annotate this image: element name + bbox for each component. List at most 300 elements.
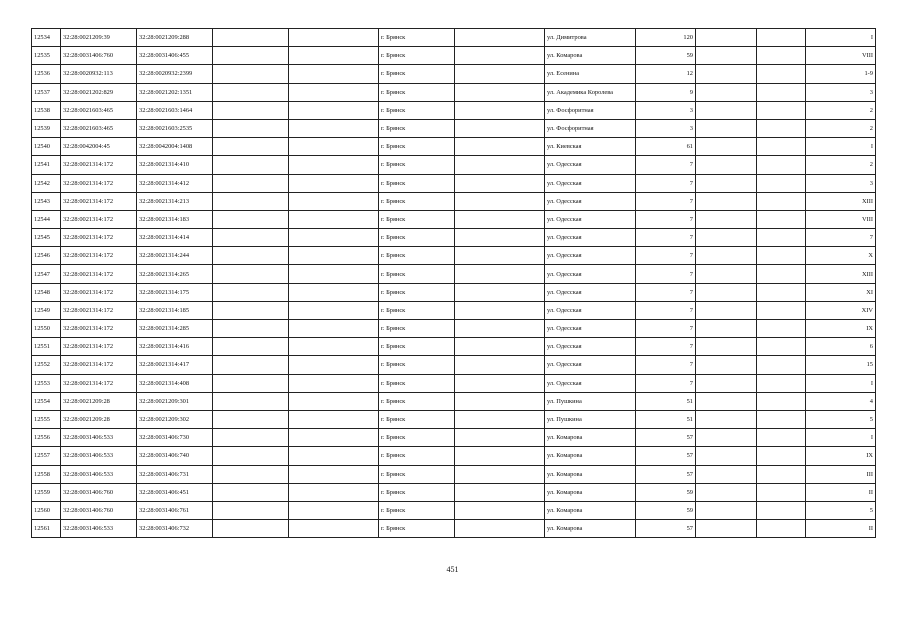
empty-cell bbox=[757, 501, 806, 519]
city-cell: г. Брянск bbox=[379, 174, 455, 192]
empty-cell bbox=[696, 410, 757, 428]
empty-cell bbox=[757, 283, 806, 301]
building-cadastral-number: 32:28:0021209:39 bbox=[61, 29, 137, 47]
empty-cell bbox=[757, 138, 806, 156]
empty-cell bbox=[455, 338, 545, 356]
street-cell: ул. Одесская bbox=[545, 192, 636, 210]
table-row bbox=[32, 356, 876, 374]
empty-cell bbox=[455, 83, 545, 101]
building-cadastral-number: 32:28:0021209:28 bbox=[61, 410, 137, 428]
building-cadastral-number: 32:28:0021314:172 bbox=[61, 210, 137, 228]
empty-cell bbox=[213, 520, 289, 538]
premises-cadastral-number: 32:28:0021314:244 bbox=[137, 247, 213, 265]
premises-cadastral-number: 32:28:0021314:408 bbox=[137, 374, 213, 392]
empty-cell bbox=[213, 119, 289, 137]
house-number-cell: 51 bbox=[636, 410, 696, 428]
city-cell: г. Брянск bbox=[379, 392, 455, 410]
empty-cell bbox=[757, 301, 806, 319]
empty-cell bbox=[757, 247, 806, 265]
premises-cadastral-number: 32:28:0021314:183 bbox=[137, 210, 213, 228]
street-cell: ул. Димитрова bbox=[545, 29, 636, 47]
city-cell: г. Брянск bbox=[379, 320, 455, 338]
empty-cell bbox=[757, 374, 806, 392]
street-cell: ул. Пушкина bbox=[545, 392, 636, 410]
row-number: 12559 bbox=[32, 483, 61, 501]
empty-cell bbox=[757, 338, 806, 356]
empty-cell bbox=[757, 119, 806, 137]
row-number: 12546 bbox=[32, 247, 61, 265]
empty-cell bbox=[696, 374, 757, 392]
table-row bbox=[32, 465, 876, 483]
empty-cell bbox=[213, 192, 289, 210]
street-cell: ул. Одесская bbox=[545, 265, 636, 283]
registry-table bbox=[31, 28, 876, 538]
building-cadastral-number: 32:28:0031406:760 bbox=[61, 483, 137, 501]
premises-number-cell: II bbox=[806, 483, 876, 501]
table-row bbox=[32, 138, 876, 156]
premises-cadastral-number: 32:28:0031406:730 bbox=[137, 429, 213, 447]
empty-cell bbox=[696, 320, 757, 338]
empty-cell bbox=[696, 119, 757, 137]
empty-cell bbox=[455, 447, 545, 465]
city-cell: г. Брянск bbox=[379, 301, 455, 319]
premises-cadastral-number: 32:28:0021209:288 bbox=[137, 29, 213, 47]
house-number-cell: 7 bbox=[636, 283, 696, 301]
house-number-cell: 57 bbox=[636, 447, 696, 465]
premises-cadastral-number: 32:28:0021314:175 bbox=[137, 283, 213, 301]
house-number-cell: 57 bbox=[636, 465, 696, 483]
city-cell: г. Брянск bbox=[379, 338, 455, 356]
building-cadastral-number: 32:28:0021314:172 bbox=[61, 192, 137, 210]
premises-number-cell: I bbox=[806, 29, 876, 47]
premises-number-cell: 5 bbox=[806, 410, 876, 428]
table-row bbox=[32, 174, 876, 192]
building-cadastral-number: 32:28:0021314:172 bbox=[61, 338, 137, 356]
table-row bbox=[32, 429, 876, 447]
empty-cell bbox=[213, 447, 289, 465]
city-cell: г. Брянск bbox=[379, 465, 455, 483]
table-body bbox=[32, 29, 876, 538]
empty-cell bbox=[289, 138, 379, 156]
empty-cell bbox=[757, 392, 806, 410]
empty-cell bbox=[213, 47, 289, 65]
empty-cell bbox=[213, 374, 289, 392]
empty-cell bbox=[213, 138, 289, 156]
empty-cell bbox=[289, 210, 379, 228]
empty-cell bbox=[696, 429, 757, 447]
street-cell: ул. Есенина bbox=[545, 65, 636, 83]
building-cadastral-number: 32:28:0021209:28 bbox=[61, 392, 137, 410]
city-cell: г. Брянск bbox=[379, 265, 455, 283]
empty-cell bbox=[213, 465, 289, 483]
empty-cell bbox=[696, 465, 757, 483]
row-number: 12553 bbox=[32, 374, 61, 392]
empty-cell bbox=[213, 429, 289, 447]
building-cadastral-number: 32:28:0021314:172 bbox=[61, 229, 137, 247]
house-number-cell: 7 bbox=[636, 247, 696, 265]
empty-cell bbox=[289, 501, 379, 519]
empty-cell bbox=[696, 247, 757, 265]
building-cadastral-number: 32:28:0021202:829 bbox=[61, 83, 137, 101]
city-cell: г. Брянск bbox=[379, 283, 455, 301]
street-cell: ул. Комарова bbox=[545, 47, 636, 65]
street-cell: ул. Киевская bbox=[545, 138, 636, 156]
empty-cell bbox=[289, 483, 379, 501]
street-cell: ул. Одесская bbox=[545, 247, 636, 265]
street-cell: ул. Комарова bbox=[545, 429, 636, 447]
building-cadastral-number: 32:28:0031406:533 bbox=[61, 447, 137, 465]
city-cell: г. Брянск bbox=[379, 356, 455, 374]
empty-cell bbox=[289, 283, 379, 301]
house-number-cell: 7 bbox=[636, 229, 696, 247]
empty-cell bbox=[757, 483, 806, 501]
row-number: 12558 bbox=[32, 465, 61, 483]
empty-cell bbox=[696, 356, 757, 374]
empty-cell bbox=[455, 29, 545, 47]
empty-cell bbox=[213, 265, 289, 283]
empty-cell bbox=[455, 65, 545, 83]
street-cell: ул. Одесская bbox=[545, 283, 636, 301]
empty-cell bbox=[213, 156, 289, 174]
empty-cell bbox=[757, 83, 806, 101]
empty-cell bbox=[455, 192, 545, 210]
premises-cadastral-number: 32:28:0031406:455 bbox=[137, 47, 213, 65]
premises-cadastral-number: 32:28:0031406:761 bbox=[137, 501, 213, 519]
street-cell: ул. Фосфоритная bbox=[545, 101, 636, 119]
table-row bbox=[32, 192, 876, 210]
empty-cell bbox=[289, 520, 379, 538]
street-cell: ул. Одесская bbox=[545, 229, 636, 247]
empty-cell bbox=[213, 320, 289, 338]
empty-cell bbox=[696, 338, 757, 356]
city-cell: г. Брянск bbox=[379, 520, 455, 538]
row-number: 12561 bbox=[32, 520, 61, 538]
empty-cell bbox=[455, 465, 545, 483]
row-number: 12551 bbox=[32, 338, 61, 356]
street-cell: ул. Одесская bbox=[545, 356, 636, 374]
premises-cadastral-number: 32:28:0021314:185 bbox=[137, 301, 213, 319]
city-cell: г. Брянск bbox=[379, 247, 455, 265]
empty-cell bbox=[455, 283, 545, 301]
empty-cell bbox=[757, 192, 806, 210]
premises-number-cell: I bbox=[806, 138, 876, 156]
empty-cell bbox=[289, 65, 379, 83]
house-number-cell: 9 bbox=[636, 83, 696, 101]
empty-cell bbox=[757, 29, 806, 47]
empty-cell bbox=[289, 429, 379, 447]
empty-cell bbox=[213, 83, 289, 101]
table-row bbox=[32, 501, 876, 519]
premises-cadastral-number: 32:28:0021209:302 bbox=[137, 410, 213, 428]
table-row bbox=[32, 65, 876, 83]
empty-cell bbox=[696, 283, 757, 301]
premises-cadastral-number: 32:28:0031406:732 bbox=[137, 520, 213, 538]
empty-cell bbox=[696, 65, 757, 83]
empty-cell bbox=[455, 47, 545, 65]
city-cell: г. Брянск bbox=[379, 101, 455, 119]
empty-cell bbox=[289, 301, 379, 319]
street-cell: ул. Одесская bbox=[545, 210, 636, 228]
premises-number-cell: 4 bbox=[806, 392, 876, 410]
empty-cell bbox=[289, 83, 379, 101]
empty-cell bbox=[696, 483, 757, 501]
empty-cell bbox=[213, 29, 289, 47]
building-cadastral-number: 32:28:0021314:172 bbox=[61, 247, 137, 265]
building-cadastral-number: 32:28:0021314:172 bbox=[61, 320, 137, 338]
house-number-cell: 59 bbox=[636, 47, 696, 65]
row-number: 12535 bbox=[32, 47, 61, 65]
page-number: 451 bbox=[446, 565, 459, 574]
premises-number-cell: 1-9 bbox=[806, 65, 876, 83]
empty-cell bbox=[455, 174, 545, 192]
empty-cell bbox=[757, 356, 806, 374]
house-number-cell: 51 bbox=[636, 392, 696, 410]
city-cell: г. Брянск bbox=[379, 65, 455, 83]
empty-cell bbox=[289, 247, 379, 265]
city-cell: г. Брянск bbox=[379, 138, 455, 156]
row-number: 12544 bbox=[32, 210, 61, 228]
premises-cadastral-number: 32:28:0021603:1464 bbox=[137, 101, 213, 119]
building-cadastral-number: 32:28:0021314:172 bbox=[61, 301, 137, 319]
house-number-cell: 7 bbox=[636, 320, 696, 338]
empty-cell bbox=[455, 392, 545, 410]
house-number-cell: 59 bbox=[636, 501, 696, 519]
house-number-cell: 3 bbox=[636, 101, 696, 119]
house-number-cell: 12 bbox=[636, 65, 696, 83]
table-row bbox=[32, 301, 876, 319]
city-cell: г. Брянск bbox=[379, 156, 455, 174]
city-cell: г. Брянск bbox=[379, 410, 455, 428]
street-cell: ул. Комарова bbox=[545, 501, 636, 519]
premises-number-cell: 3 bbox=[806, 83, 876, 101]
premises-number-cell: 6 bbox=[806, 338, 876, 356]
empty-cell bbox=[289, 29, 379, 47]
empty-cell bbox=[213, 392, 289, 410]
empty-cell bbox=[213, 356, 289, 374]
premises-cadastral-number: 32:28:0021314:410 bbox=[137, 156, 213, 174]
house-number-cell: 7 bbox=[636, 156, 696, 174]
house-number-cell: 3 bbox=[636, 119, 696, 137]
row-number: 12539 bbox=[32, 119, 61, 137]
building-cadastral-number: 32:28:0021603:465 bbox=[61, 119, 137, 137]
empty-cell bbox=[289, 320, 379, 338]
empty-cell bbox=[696, 447, 757, 465]
empty-cell bbox=[757, 265, 806, 283]
house-number-cell: 57 bbox=[636, 429, 696, 447]
table-row bbox=[32, 392, 876, 410]
building-cadastral-number: 32:28:0020932:113 bbox=[61, 65, 137, 83]
empty-cell bbox=[289, 447, 379, 465]
building-cadastral-number: 32:28:0031406:533 bbox=[61, 429, 137, 447]
empty-cell bbox=[213, 101, 289, 119]
empty-cell bbox=[289, 265, 379, 283]
empty-cell bbox=[455, 138, 545, 156]
empty-cell bbox=[289, 156, 379, 174]
premises-number-cell: I bbox=[806, 374, 876, 392]
premises-number-cell: III bbox=[806, 465, 876, 483]
city-cell: г. Брянск bbox=[379, 210, 455, 228]
empty-cell bbox=[757, 429, 806, 447]
premises-number-cell: XI bbox=[806, 283, 876, 301]
empty-cell bbox=[455, 520, 545, 538]
street-cell: ул. Одесская bbox=[545, 301, 636, 319]
row-number: 12540 bbox=[32, 138, 61, 156]
row-number: 12547 bbox=[32, 265, 61, 283]
empty-cell bbox=[455, 119, 545, 137]
empty-cell bbox=[455, 410, 545, 428]
premises-cadastral-number: 32:28:0021314:414 bbox=[137, 229, 213, 247]
empty-cell bbox=[455, 101, 545, 119]
premises-number-cell: IX bbox=[806, 447, 876, 465]
premises-number-cell: VIII bbox=[806, 210, 876, 228]
premises-number-cell: 15 bbox=[806, 356, 876, 374]
building-cadastral-number: 32:28:0021314:172 bbox=[61, 374, 137, 392]
empty-cell bbox=[696, 210, 757, 228]
table-row bbox=[32, 156, 876, 174]
city-cell: г. Брянск bbox=[379, 29, 455, 47]
empty-cell bbox=[289, 174, 379, 192]
empty-cell bbox=[696, 501, 757, 519]
empty-cell bbox=[757, 447, 806, 465]
table-row bbox=[32, 447, 876, 465]
empty-cell bbox=[289, 119, 379, 137]
street-cell: ул. Одесская bbox=[545, 374, 636, 392]
house-number-cell: 7 bbox=[636, 356, 696, 374]
row-number: 12536 bbox=[32, 65, 61, 83]
premises-number-cell: XIV bbox=[806, 301, 876, 319]
table-row bbox=[32, 47, 876, 65]
city-cell: г. Брянск bbox=[379, 374, 455, 392]
premises-cadastral-number: 32:28:0021209:301 bbox=[137, 392, 213, 410]
empty-cell bbox=[757, 229, 806, 247]
city-cell: г. Брянск bbox=[379, 429, 455, 447]
table-row bbox=[32, 283, 876, 301]
empty-cell bbox=[696, 265, 757, 283]
building-cadastral-number: 32:28:0031406:533 bbox=[61, 520, 137, 538]
city-cell: г. Брянск bbox=[379, 229, 455, 247]
row-number: 12560 bbox=[32, 501, 61, 519]
table-row bbox=[32, 520, 876, 538]
street-cell: ул. Одесская bbox=[545, 338, 636, 356]
house-number-cell: 7 bbox=[636, 174, 696, 192]
empty-cell bbox=[289, 101, 379, 119]
street-cell: ул. Академика Королева bbox=[545, 83, 636, 101]
empty-cell bbox=[757, 47, 806, 65]
building-cadastral-number: 32:28:0021314:172 bbox=[61, 283, 137, 301]
street-cell: ул. Одесская bbox=[545, 174, 636, 192]
empty-cell bbox=[289, 47, 379, 65]
empty-cell bbox=[213, 338, 289, 356]
city-cell: г. Брянск bbox=[379, 47, 455, 65]
house-number-cell: 7 bbox=[636, 192, 696, 210]
premises-number-cell: 2 bbox=[806, 156, 876, 174]
empty-cell bbox=[455, 429, 545, 447]
empty-cell bbox=[455, 265, 545, 283]
building-cadastral-number: 32:28:0021314:172 bbox=[61, 356, 137, 374]
table-row bbox=[32, 320, 876, 338]
table-row bbox=[32, 374, 876, 392]
empty-cell bbox=[213, 483, 289, 501]
building-cadastral-number: 32:28:0021314:172 bbox=[61, 156, 137, 174]
city-cell: г. Брянск bbox=[379, 83, 455, 101]
house-number-cell: 7 bbox=[636, 374, 696, 392]
table-row bbox=[32, 483, 876, 501]
empty-cell bbox=[455, 501, 545, 519]
empty-cell bbox=[757, 156, 806, 174]
house-number-cell: 61 bbox=[636, 138, 696, 156]
street-cell: ул. Одесская bbox=[545, 320, 636, 338]
empty-cell bbox=[455, 247, 545, 265]
row-number: 12550 bbox=[32, 320, 61, 338]
empty-cell bbox=[696, 29, 757, 47]
city-cell: г. Брянск bbox=[379, 119, 455, 137]
building-cadastral-number: 32:28:0031406:760 bbox=[61, 501, 137, 519]
premises-number-cell: 2 bbox=[806, 101, 876, 119]
empty-cell bbox=[696, 229, 757, 247]
city-cell: г. Брянск bbox=[379, 501, 455, 519]
empty-cell bbox=[696, 156, 757, 174]
building-cadastral-number: 32:28:0021314:172 bbox=[61, 265, 137, 283]
row-number: 12537 bbox=[32, 83, 61, 101]
building-cadastral-number: 32:28:0042004:45 bbox=[61, 138, 137, 156]
row-number: 12554 bbox=[32, 392, 61, 410]
building-cadastral-number: 32:28:0021314:172 bbox=[61, 174, 137, 192]
row-number: 12542 bbox=[32, 174, 61, 192]
row-number: 12545 bbox=[32, 229, 61, 247]
building-cadastral-number: 32:28:0031406:760 bbox=[61, 47, 137, 65]
empty-cell bbox=[289, 192, 379, 210]
empty-cell bbox=[289, 374, 379, 392]
street-cell: ул. Комарова bbox=[545, 520, 636, 538]
empty-cell bbox=[757, 65, 806, 83]
empty-cell bbox=[213, 210, 289, 228]
premises-number-cell: I bbox=[806, 429, 876, 447]
empty-cell bbox=[455, 374, 545, 392]
house-number-cell: 7 bbox=[636, 301, 696, 319]
premises-number-cell: 3 bbox=[806, 174, 876, 192]
street-cell: ул. Комарова bbox=[545, 447, 636, 465]
premises-number-cell: X bbox=[806, 247, 876, 265]
empty-cell bbox=[455, 301, 545, 319]
empty-cell bbox=[757, 465, 806, 483]
empty-cell bbox=[289, 392, 379, 410]
row-number: 12557 bbox=[32, 447, 61, 465]
street-cell: ул. Комарова bbox=[545, 483, 636, 501]
empty-cell bbox=[455, 320, 545, 338]
empty-cell bbox=[757, 210, 806, 228]
row-number: 12548 bbox=[32, 283, 61, 301]
premises-cadastral-number: 32:28:0031406:740 bbox=[137, 447, 213, 465]
premises-cadastral-number: 32:28:0021314:416 bbox=[137, 338, 213, 356]
row-number: 12538 bbox=[32, 101, 61, 119]
table-row bbox=[32, 410, 876, 428]
table-row bbox=[32, 101, 876, 119]
building-cadastral-number: 32:28:0031406:533 bbox=[61, 465, 137, 483]
table-row bbox=[32, 119, 876, 137]
premises-number-cell: 7 bbox=[806, 229, 876, 247]
premises-cadastral-number: 32:28:0042004:1408 bbox=[137, 138, 213, 156]
house-number-cell: 7 bbox=[636, 338, 696, 356]
empty-cell bbox=[289, 229, 379, 247]
empty-cell bbox=[696, 138, 757, 156]
table-row bbox=[32, 29, 876, 47]
empty-cell bbox=[455, 483, 545, 501]
premises-cadastral-number: 32:28:0031406:451 bbox=[137, 483, 213, 501]
premises-cadastral-number: 32:28:0021314:265 bbox=[137, 265, 213, 283]
row-number: 12543 bbox=[32, 192, 61, 210]
empty-cell bbox=[757, 174, 806, 192]
premises-number-cell: XIII bbox=[806, 265, 876, 283]
